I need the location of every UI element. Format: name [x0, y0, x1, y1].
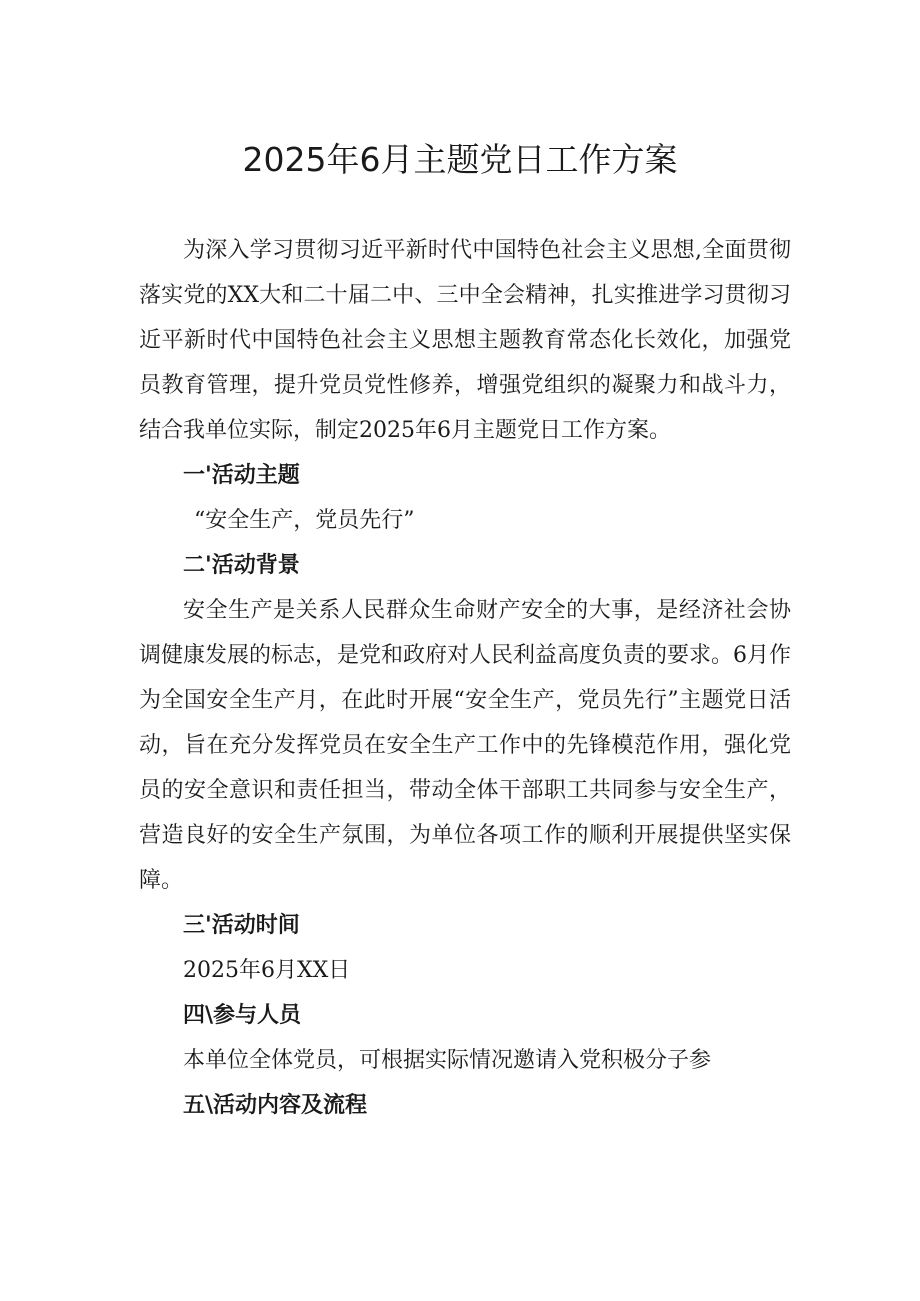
section-heading-theme: 一'活动主题 — [183, 463, 300, 488]
section-content-theme: “安全生产，党员先行” — [194, 508, 415, 533]
intro-paragraph: 为深入学习贯彻习近平新时代中国特色社会主义思想,全面贯彻落实党的XX大和二十届二中、三中全会精神，扎实推进学习贯彻习近平新时代中国特色社会主义思想主题教育常态化长效化，加强党员教育管理，提升党员党性修养，增强党组织的凝聚力和战斗力，结合我单位实际，制定2025年6月主题党日工作方案。 — [139, 238, 791, 443]
section-heading-participants: 四\参与人员 — [183, 1003, 302, 1028]
document-title: 2025年6月主题党日工作方案 — [242, 140, 678, 179]
section-content-participants: 本单位全体党员，可根据实际情况邀请入党积极分子参 — [183, 1048, 712, 1073]
section-heading-time: 三'活动时间 — [183, 913, 300, 938]
section-heading-content-flow: 五\活动内容及流程 — [183, 1093, 368, 1118]
section-content-time: 2025年6月XX日 — [183, 958, 351, 983]
section-content-background: 安全生产是关系人民群众生命财产安全的大事，是经济社会协调健康发展的标志，是党和政府对人民利益高度负责的要求。6月作为全国安全生产月，在此时开展“安全生产，党员先行”主题党日活动，旨在充分发挥党员在安全生产工作中的先锋模范作用，强化党员的安全意识和责任担当，带动全体干部职工共同参与安全生产，营造良好的安全生产氛围，为单位各项工作的顺利开展提供坚实保障。 — [139, 598, 791, 893]
document-body — [139, 228, 791, 1128]
section-heading-background: 二'活动背景 — [183, 553, 300, 578]
